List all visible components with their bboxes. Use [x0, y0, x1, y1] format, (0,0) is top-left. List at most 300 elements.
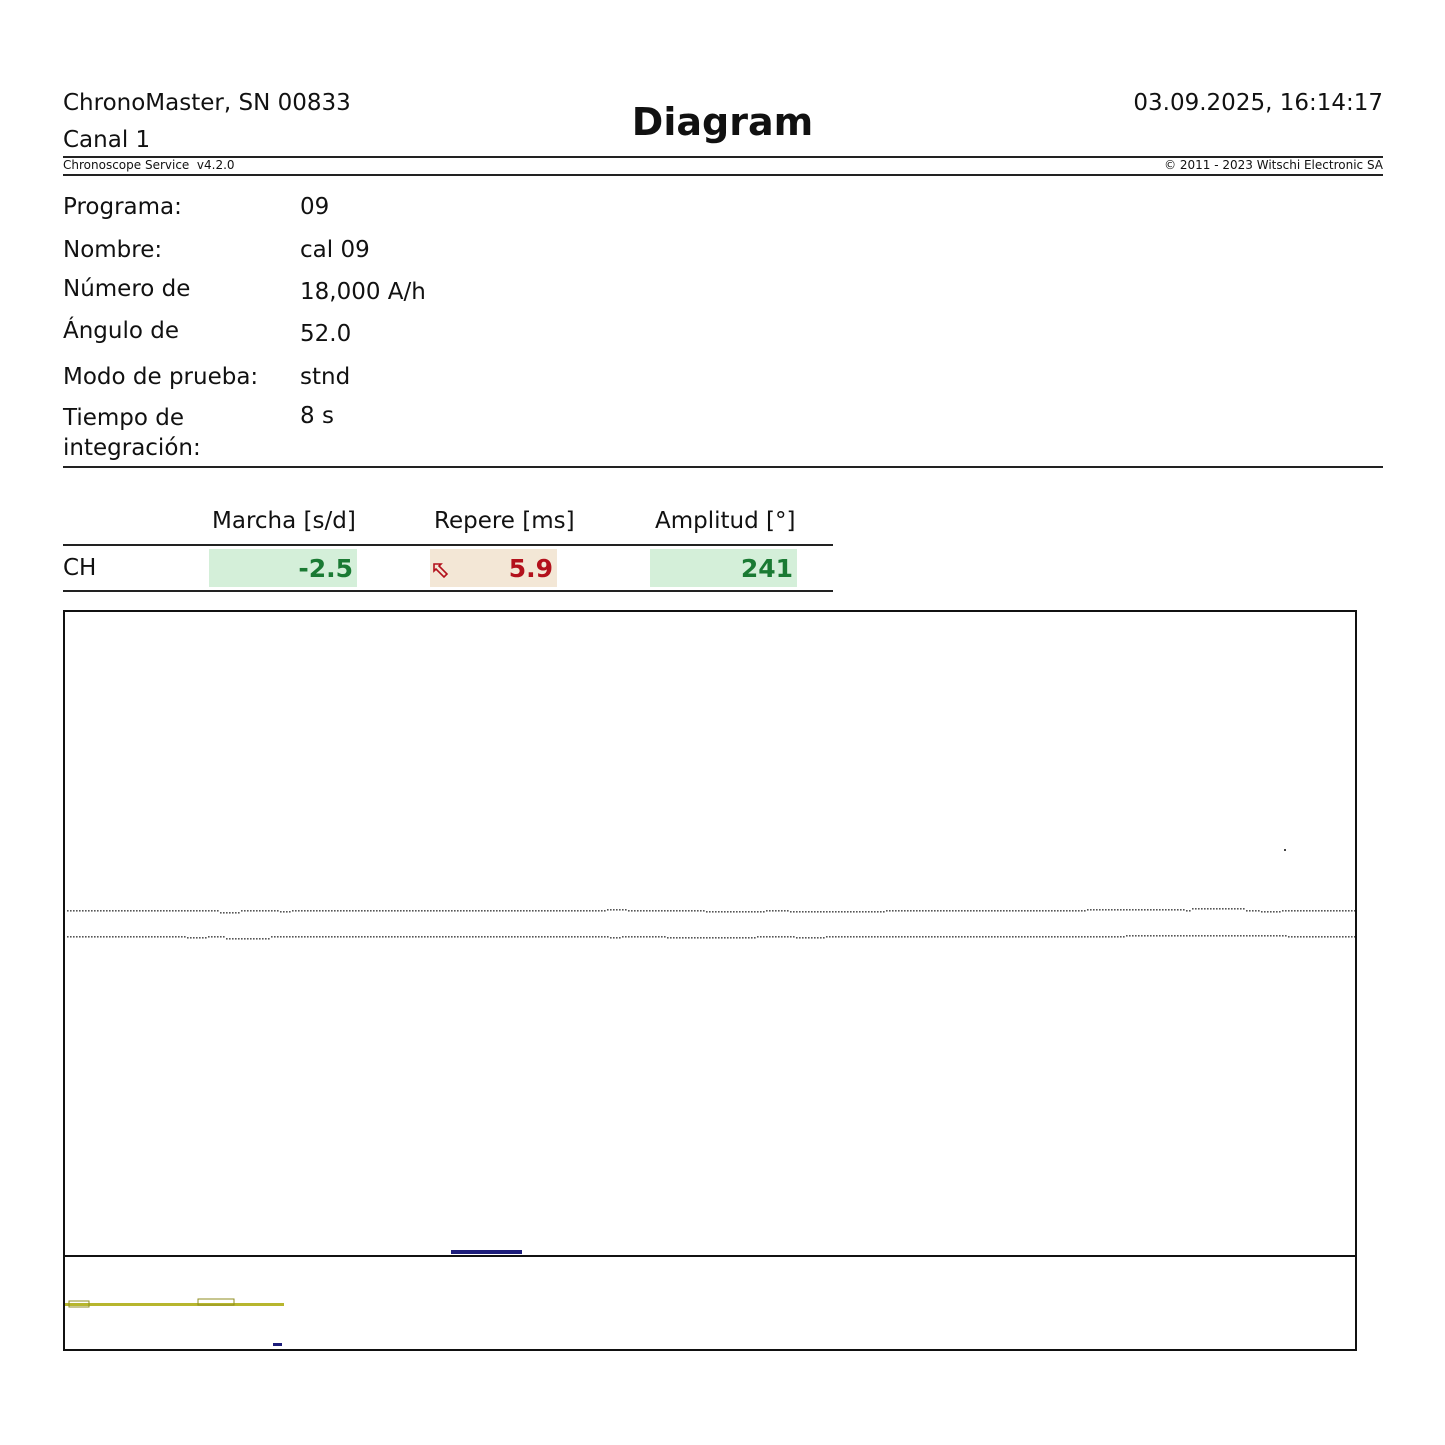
trace-dot [1195, 908, 1197, 910]
trace-dot [1228, 935, 1230, 937]
trace-dot [190, 937, 192, 939]
trace-dot [127, 936, 129, 938]
trace-dot [388, 936, 390, 938]
trace-dot [97, 910, 99, 912]
trace-dot [1288, 936, 1290, 938]
trace-dot [832, 911, 834, 913]
trace-dot [1084, 936, 1086, 938]
trace-dot [262, 910, 264, 912]
col-header-beat-error: Repere [ms] [434, 508, 575, 534]
trace-dot [316, 936, 318, 938]
trace-dot [715, 937, 717, 939]
trace-dot [532, 936, 534, 938]
trace-dot [928, 910, 930, 912]
trace-dot [1336, 936, 1338, 938]
trace-dot [127, 910, 129, 912]
trace-dot [538, 910, 540, 912]
trace-dot [400, 910, 402, 912]
trace-dot [250, 910, 252, 912]
trace-dot [1192, 908, 1194, 910]
trace-dot [1309, 910, 1311, 912]
beat-error-value: 5.9 [508, 553, 553, 583]
trace-dot [562, 936, 564, 938]
trace-dot [379, 910, 381, 912]
trace-dot [625, 909, 627, 911]
software-version: Chronoscope Service v4.2.0 [63, 158, 235, 172]
trace-dot [883, 936, 885, 938]
trace-dot [229, 938, 231, 940]
tock-trace [67, 935, 1355, 940]
trace-dot [1264, 911, 1266, 913]
trace-dot [712, 937, 714, 939]
trace-dot [154, 936, 156, 938]
trace-dot [1000, 910, 1002, 912]
trace-dot [1186, 910, 1188, 912]
trace-dot [1324, 936, 1326, 938]
trace-dot [1240, 935, 1242, 937]
trace-dot [838, 936, 840, 938]
trace-dot [277, 910, 279, 912]
trace-dot [628, 936, 630, 938]
trace-dot [220, 912, 222, 914]
trace-dot [1339, 910, 1341, 912]
trace-dot [682, 937, 684, 939]
trace-dot [934, 910, 936, 912]
trace-dot [1012, 910, 1014, 912]
trace-dot [100, 936, 102, 938]
trace-dot [1060, 910, 1062, 912]
trace-dot [985, 936, 987, 938]
trace-dot [997, 910, 999, 912]
trace-dot [766, 910, 768, 912]
amplitude-value-cell [650, 549, 797, 587]
trace-dot [361, 936, 363, 938]
trace-dot [976, 910, 978, 912]
trace-dot [1225, 908, 1227, 910]
trace-dot [466, 936, 468, 938]
trace-dot [391, 936, 393, 938]
trace-dot [430, 936, 432, 938]
trace-dot [457, 910, 459, 912]
trace-dot [1246, 910, 1248, 912]
trace-dot [865, 936, 867, 938]
trace-dot [1321, 936, 1323, 938]
trace-dot [379, 936, 381, 938]
trace-dot [541, 910, 543, 912]
trace-dot [556, 910, 558, 912]
trace-dot [223, 936, 225, 938]
trace-dot [1030, 936, 1032, 938]
trace-dot [688, 910, 690, 912]
trace-dot [1003, 910, 1005, 912]
trace-dot [76, 910, 78, 912]
trace-dot [694, 937, 696, 939]
trace-dot [691, 937, 693, 939]
trace-dot [193, 937, 195, 939]
trace-dot [1204, 908, 1206, 910]
rate-marker [451, 1250, 522, 1254]
trace-dot [532, 910, 534, 912]
trace-dot [178, 910, 180, 912]
trace-dot [151, 936, 153, 938]
trace-dot [937, 910, 939, 912]
trace-dot [445, 910, 447, 912]
trace-dot [121, 910, 123, 912]
trace-dot [1285, 910, 1287, 912]
trace-dot [247, 910, 249, 912]
trace-dot [73, 910, 75, 912]
trace-dot [514, 910, 516, 912]
trace-dot [298, 910, 300, 912]
trace-dot [799, 911, 801, 913]
trace-dot [184, 936, 186, 938]
trace-dot [910, 936, 912, 938]
trace-dot [382, 910, 384, 912]
trace-dot [1189, 935, 1191, 937]
trace-dot [1279, 935, 1281, 937]
trace-dot [142, 936, 144, 938]
trace-dot [1252, 935, 1254, 937]
trace-dot [1351, 910, 1353, 912]
trace-dot [868, 936, 870, 938]
trace-dot [364, 936, 366, 938]
trace-dot [1333, 936, 1335, 938]
trace-dot [1234, 935, 1236, 937]
trace-dot [157, 936, 159, 938]
trace-dot [313, 936, 315, 938]
trace-dot [592, 936, 594, 938]
trace-dot [838, 911, 840, 913]
trace-dot [988, 910, 990, 912]
trace-dot [1216, 935, 1218, 937]
trace-dot [646, 936, 648, 938]
trace-dot [1195, 935, 1197, 937]
trace-dot [949, 910, 951, 912]
trace-dot [304, 936, 306, 938]
param-label-test-mode: Modo de prueba: [63, 364, 259, 390]
trace-dot [409, 910, 411, 912]
trace-dot [946, 910, 948, 912]
trace-dot [568, 910, 570, 912]
trace-dot [1240, 908, 1242, 910]
trace-dot [1291, 910, 1293, 912]
trace-dot [1171, 935, 1173, 937]
trace-dot [1252, 910, 1254, 912]
trace-dot [850, 911, 852, 913]
trace-dot [256, 910, 258, 912]
trace-dot [1147, 935, 1149, 937]
trace-dot [796, 911, 798, 913]
trace-dot [244, 910, 246, 912]
trace-dot [565, 936, 567, 938]
trace-dot [709, 937, 711, 939]
trace-dot [736, 911, 738, 913]
trace-dot [448, 910, 450, 912]
trace-dot [1105, 936, 1107, 938]
trace-dot [505, 910, 507, 912]
trace-dot [1276, 911, 1278, 913]
trace-dot [793, 936, 795, 938]
trace-dot [403, 936, 405, 938]
trace-dot [865, 911, 867, 913]
trace-dot [433, 936, 435, 938]
trace-dot [571, 936, 573, 938]
trace-dot [562, 910, 564, 912]
trace-dot [1258, 910, 1260, 912]
trace-dot [247, 938, 249, 940]
trace-dot [622, 936, 624, 938]
trace-dot [181, 936, 183, 938]
trace-dot [1213, 935, 1215, 937]
trace-dot [475, 936, 477, 938]
trace-dot [1009, 910, 1011, 912]
trace-dot [520, 936, 522, 938]
trace-dot [1159, 935, 1161, 937]
trace-dot [232, 912, 234, 914]
trace-dot [580, 910, 582, 912]
trace-dot [643, 910, 645, 912]
trace-dot [1024, 910, 1026, 912]
trace-dot [634, 936, 636, 938]
trace-dot [1261, 935, 1263, 937]
trace-dot [829, 936, 831, 938]
trace-dot [958, 910, 960, 912]
tick-trace [67, 908, 1355, 914]
trace-dot [106, 910, 108, 912]
trace-dot [850, 936, 852, 938]
trace-dot [1057, 936, 1059, 938]
param-value-name: cal 09 [300, 237, 370, 263]
trace-dot [88, 910, 90, 912]
trace-dot [940, 936, 942, 938]
trace-dot [367, 910, 369, 912]
trace-dot [655, 936, 657, 938]
trace-dot [595, 910, 597, 912]
trace-dot [1192, 935, 1194, 937]
trace-dot [1177, 935, 1179, 937]
trace-dot [325, 910, 327, 912]
trace-dot [727, 937, 729, 939]
trace-dot [679, 910, 681, 912]
trace-dot [1006, 936, 1008, 938]
trace-dot [772, 936, 774, 938]
trace-dot [1144, 909, 1146, 911]
trace-dot [331, 936, 333, 938]
trace-dot [1300, 910, 1302, 912]
trace-dot [874, 911, 876, 913]
trace-dot [289, 936, 291, 938]
trace-dot [583, 936, 585, 938]
trace-dot [775, 936, 777, 938]
trace-dot [211, 910, 213, 912]
trace-dot [1033, 910, 1035, 912]
trace-dot [1297, 936, 1299, 938]
trace-dot [970, 936, 972, 938]
trace-dot [847, 911, 849, 913]
trace-dot [703, 910, 705, 912]
trace-dot [946, 936, 948, 938]
trace-dot [358, 910, 360, 912]
trace-dot [814, 911, 816, 913]
trace-dot [631, 936, 633, 938]
trace-dot [460, 936, 462, 938]
trace-dot [337, 936, 339, 938]
trace-dot [730, 937, 732, 939]
trace-dot [463, 936, 465, 938]
trace-dot [139, 936, 141, 938]
trace-dot [520, 910, 522, 912]
trace-dot [832, 936, 834, 938]
trace-dot [505, 936, 507, 938]
trace-dot [268, 910, 270, 912]
trace-dot [583, 910, 585, 912]
trace-dot [1111, 909, 1113, 911]
beat-error-value-cell [430, 549, 557, 587]
trace-dot [748, 937, 750, 939]
trace-dot [451, 936, 453, 938]
trace-dot [802, 911, 804, 913]
trace-dot [313, 910, 315, 912]
trace-dot [658, 936, 660, 938]
trace-dot [1180, 935, 1182, 937]
trace-dot [1108, 936, 1110, 938]
trace-dot [646, 910, 648, 912]
trace-dot [271, 910, 273, 912]
timestamp: 03.09.2025, 16:14:17 [1133, 90, 1383, 116]
trace-dot [1318, 910, 1320, 912]
trace-dot [925, 936, 927, 938]
trace-dot [709, 911, 711, 913]
trace-dot [400, 936, 402, 938]
trace-dot [235, 938, 237, 940]
trace-dot [616, 937, 618, 939]
trace-dot [979, 936, 981, 938]
trace-dot [778, 936, 780, 938]
trace-dot [1111, 936, 1113, 938]
trace-dot [1201, 935, 1203, 937]
trace-dot [529, 910, 531, 912]
trace-dot [1183, 909, 1185, 911]
trace-dot [631, 910, 633, 912]
trace-dot [1321, 910, 1323, 912]
trace-dot [490, 936, 492, 938]
channel-label: Canal 1 [63, 127, 151, 153]
trace-dot [904, 936, 906, 938]
trace-dot [685, 910, 687, 912]
trace-dot [967, 910, 969, 912]
trace-dot [1015, 936, 1017, 938]
trace-dot [1303, 910, 1305, 912]
trace-dot [478, 910, 480, 912]
trace-dot [154, 910, 156, 912]
trace-dot [262, 938, 264, 940]
trace-dot [760, 911, 762, 913]
trace-dot [1012, 936, 1014, 938]
trace-dot [178, 936, 180, 938]
trace-dot [1348, 936, 1350, 938]
trace-dot [1054, 910, 1056, 912]
trace-dot [346, 910, 348, 912]
trace-dot [115, 936, 117, 938]
trace-dot [526, 910, 528, 912]
trace-dot [466, 910, 468, 912]
trace-dot [124, 910, 126, 912]
trace-dot [223, 912, 225, 914]
trace-dot [136, 936, 138, 938]
trace-dot [1063, 936, 1065, 938]
results-rule-bottom [63, 590, 833, 592]
trace-dot [547, 936, 549, 938]
trace-dot [457, 936, 459, 938]
trace-dot [1102, 909, 1104, 911]
trace-dot [85, 910, 87, 912]
trace-dot [1336, 910, 1338, 912]
trace-dot [841, 911, 843, 913]
trace-dot [1171, 909, 1173, 911]
trace-dot [1189, 910, 1191, 912]
trace-dot [1060, 936, 1062, 938]
beat-error-marker [273, 1343, 282, 1346]
trace-dot [901, 936, 903, 938]
col-header-rate: Marcha [s/d] [212, 508, 356, 534]
trace-dot [1261, 911, 1263, 913]
trace-dot [256, 938, 258, 940]
trace-dot [892, 936, 894, 938]
trace-dot [409, 936, 411, 938]
trace-dot [352, 910, 354, 912]
trace-dot [706, 937, 708, 939]
trace-dot [544, 936, 546, 938]
trace-dot [103, 910, 105, 912]
trace-dot [1249, 935, 1251, 937]
trace-dot [1066, 936, 1068, 938]
trace-dot [1096, 936, 1098, 938]
trace-dot [133, 910, 135, 912]
trace-dot [1006, 910, 1008, 912]
trace-dot [238, 938, 240, 940]
trace-dot [613, 937, 615, 939]
trace-dot [1288, 910, 1290, 912]
trace-dot [1123, 936, 1125, 938]
trace-dot [319, 936, 321, 938]
trace-dot [1276, 935, 1278, 937]
trace-dot [97, 936, 99, 938]
trace-dot [1021, 910, 1023, 912]
trace-dot [937, 936, 939, 938]
trace-dot [943, 936, 945, 938]
trace-dot [199, 910, 201, 912]
trace-dot [502, 936, 504, 938]
trace-dot [976, 936, 978, 938]
trace-dot [340, 910, 342, 912]
trace-dot [517, 910, 519, 912]
trace-dot [526, 936, 528, 938]
trace-dot [415, 936, 417, 938]
trace-dot [484, 910, 486, 912]
trace-dot [1051, 910, 1053, 912]
trace-dot [361, 910, 363, 912]
trace-dot [175, 910, 177, 912]
trace-dot [1099, 909, 1101, 911]
trace-dot [259, 938, 261, 940]
trace-dot [169, 936, 171, 938]
trace-dot [799, 937, 801, 939]
trace-dot [856, 911, 858, 913]
trace-dot [253, 910, 255, 912]
param-label-integration-time: Tiempo de integración: [63, 405, 201, 461]
trace-dot [994, 910, 996, 912]
trace-dot [619, 937, 621, 939]
